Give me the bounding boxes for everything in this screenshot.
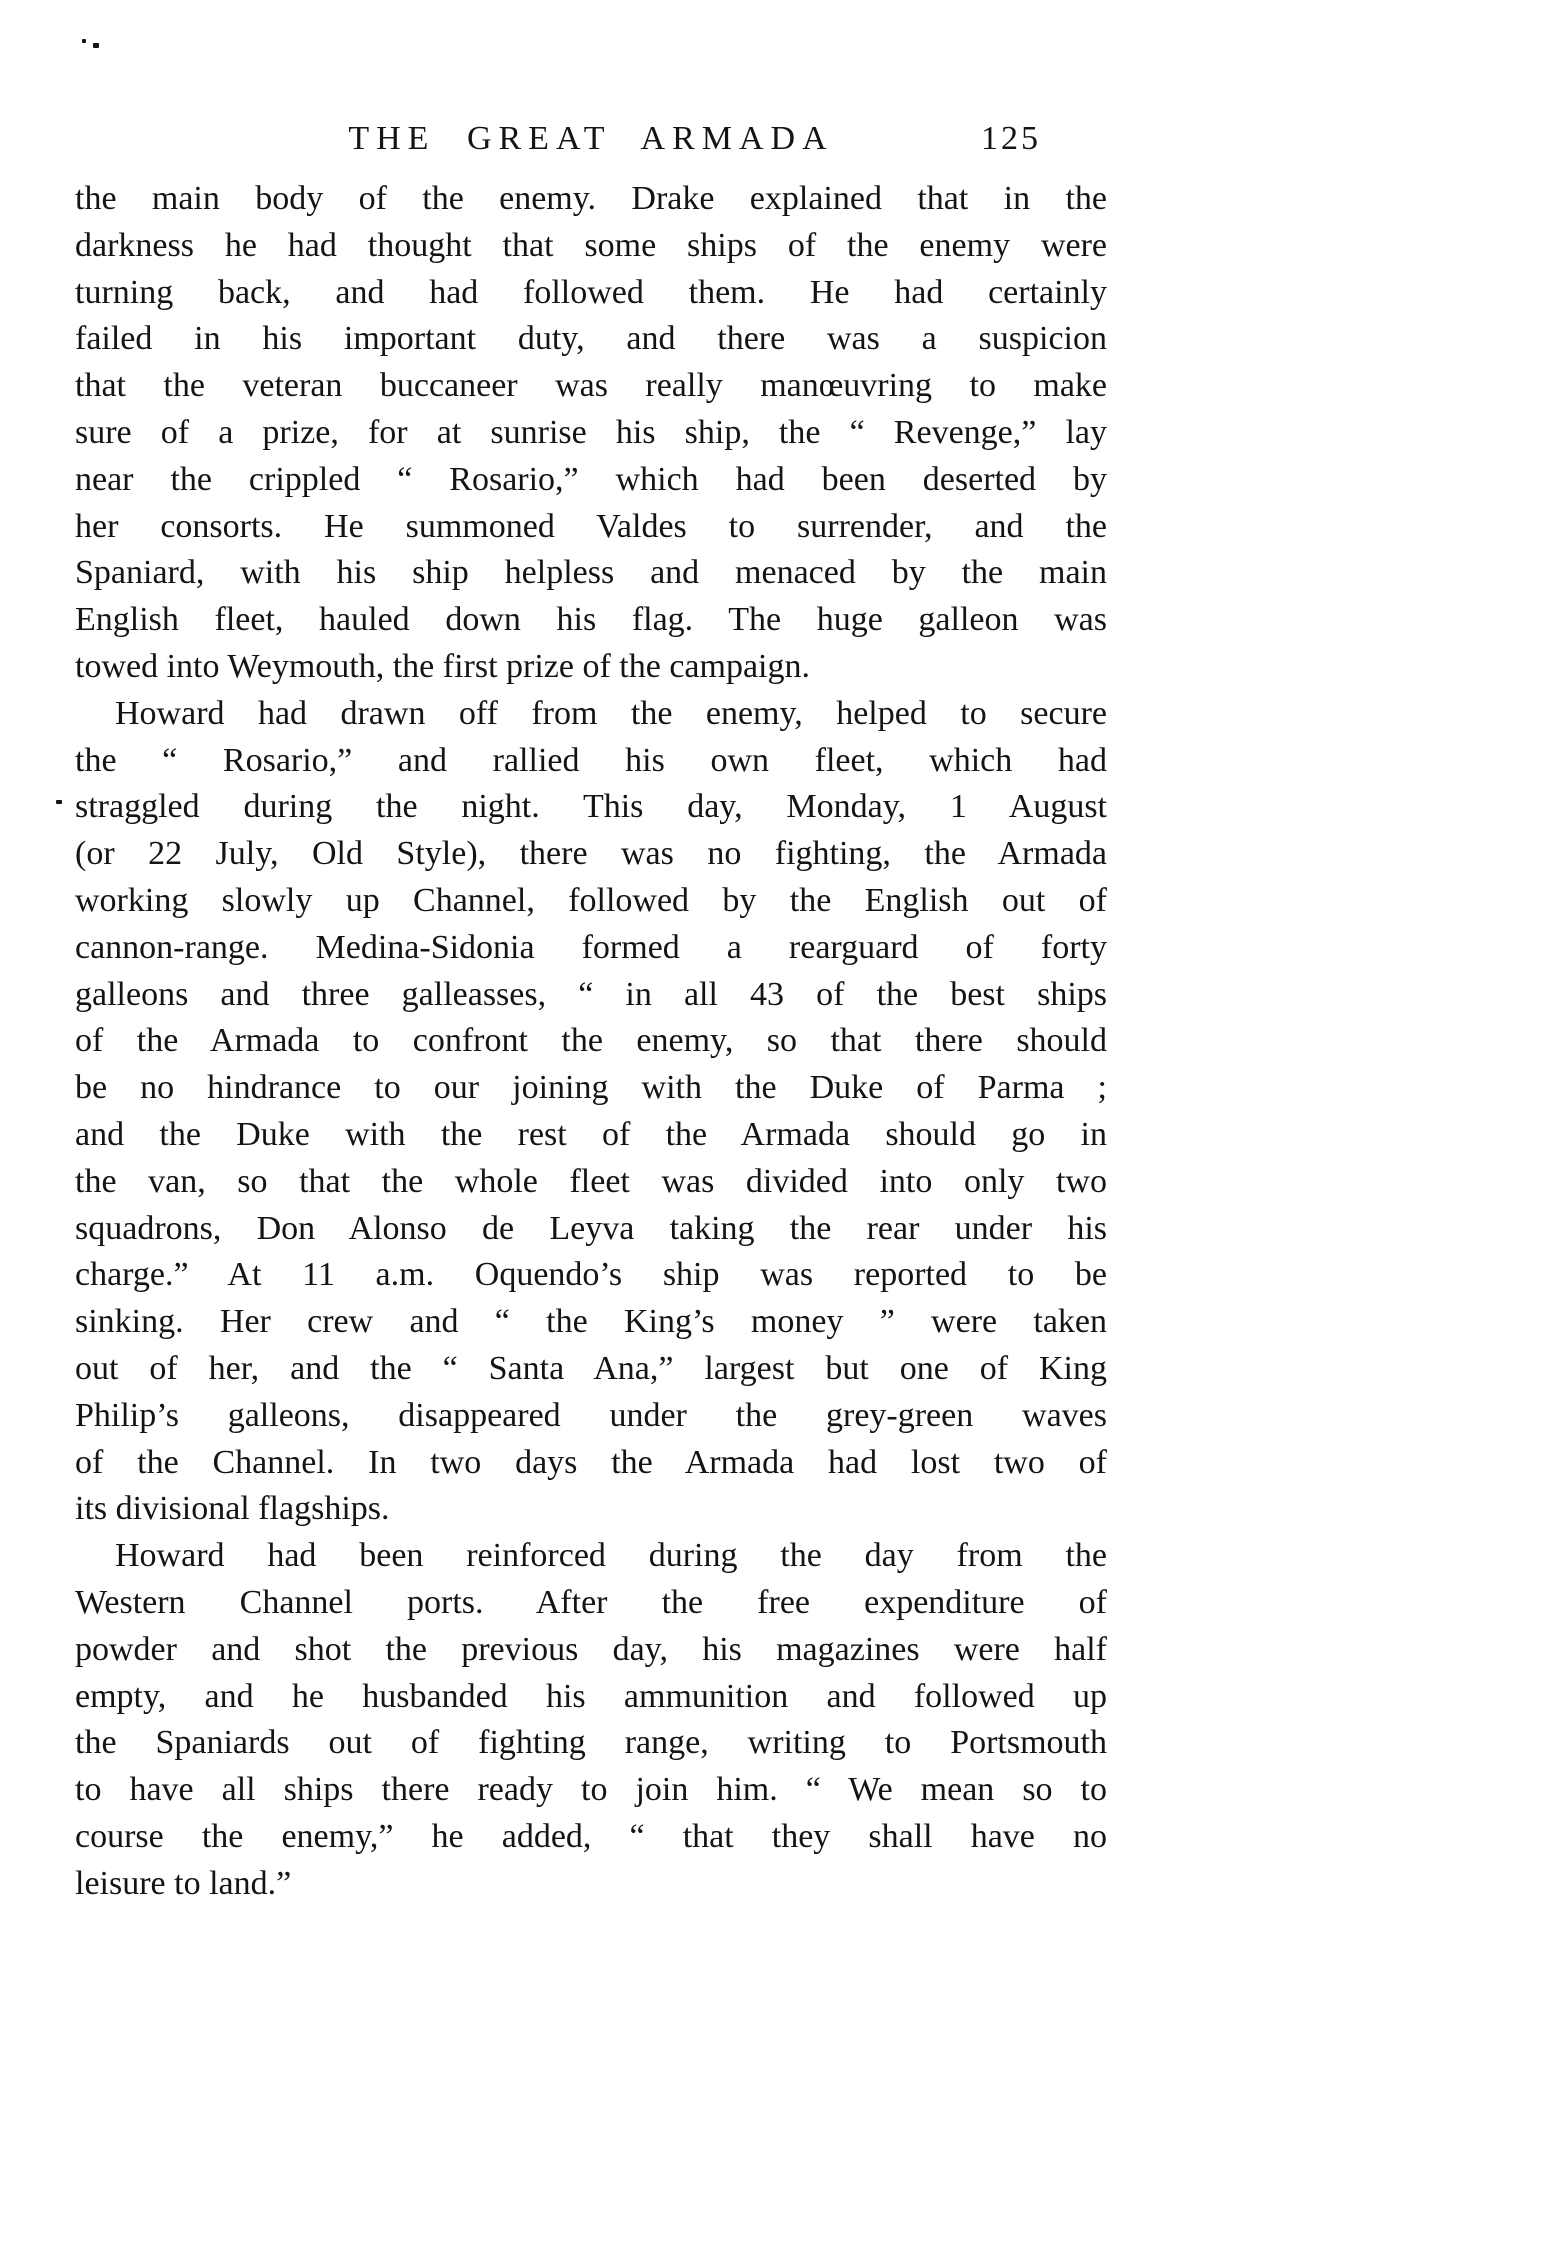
- text-line: out of her, and the “ Santa Ana,” largest but one of King: [75, 1349, 1107, 1387]
- page-number: 125: [981, 120, 1041, 157]
- text-line: charge.” At 11 a.m. Oquendo’s ship was reported to be: [75, 1256, 1107, 1294]
- text-line: Western Channel ports. After the free expenditure of: [75, 1583, 1107, 1621]
- text-line: working slowly up Channel, followed by the English out of: [75, 881, 1107, 919]
- text-line: empty, and he husbanded his ammunition and followed up: [75, 1677, 1107, 1715]
- page-header: [75, 120, 1107, 164]
- text-line: and the Duke with the rest of the Armada should go in: [75, 1115, 1107, 1153]
- text-line: of the Armada to confront the enemy, so that there should: [75, 1022, 1107, 1060]
- text-line: squadrons, Don Alonso de Leyva taking the rear under his: [75, 1209, 1107, 1247]
- text-line: of the Channel. In two days the Armada had lost two of: [75, 1443, 1107, 1481]
- running-title: THE GREAT ARMADA: [348, 120, 834, 157]
- text-line: the van, so that the whole fleet was divided into only two: [75, 1162, 1107, 1200]
- text-line: cannon-range. Medina-Sidonia formed a rearguard of forty: [75, 928, 1107, 966]
- text-line: Spaniard, with his ship helpless and menaced by the main: [75, 554, 1107, 592]
- text-line: near the crippled “ Rosario,” which had been deserted by: [75, 460, 1107, 498]
- text-line: Howard had been reinforced during the day from the: [115, 1537, 1107, 1575]
- text-line: galleons and three galleasses, “ in all 43 of the best ships: [75, 975, 1107, 1013]
- text-line: sure of a prize, for at sunrise his ship, the “ Revenge,” lay: [75, 413, 1107, 451]
- scan-speck: [93, 43, 99, 48]
- scan-speck: [82, 39, 86, 43]
- text-line: failed in his important duty, and there was a suspicion: [75, 320, 1107, 358]
- paragraph: [75, 1533, 1107, 1907]
- text-line: towed into Weymouth, the first prize of the campaign.: [75, 647, 811, 685]
- paragraph: [75, 691, 1107, 1533]
- text-line: the Spaniards out of fighting range, writing to Portsmouth: [75, 1724, 1107, 1762]
- text-line: the “ Rosario,” and rallied his own fleet, which had: [75, 741, 1107, 779]
- text-line: be no hindrance to our joining with the Duke of Parma ;: [75, 1069, 1107, 1107]
- paragraph: [75, 176, 1107, 691]
- text-line: that the veteran buccaneer was really manœuvring to make: [75, 367, 1107, 405]
- text-line: turning back, and had followed them. He had certainly: [75, 273, 1107, 311]
- text-line: sinking. Her crew and “ the King’s money ” were taken: [75, 1303, 1107, 1341]
- text-line: powder and shot the previous day, his magazines were half: [75, 1630, 1107, 1668]
- text-line: its divisional flagships.: [75, 1490, 390, 1528]
- text-line: Howard had drawn off from the enemy, helped to secure: [115, 694, 1107, 732]
- scan-speck: [56, 800, 62, 804]
- text-line: English fleet, hauled down his flag. The huge galleon was: [75, 601, 1107, 639]
- page-text: [75, 176, 1107, 1907]
- text-line: course the enemy,” he added, “ that they shall have no: [75, 1817, 1107, 1855]
- text-line: to have all ships there ready to join him. “ We mean so to: [75, 1771, 1107, 1809]
- text-line: her consorts. He summoned Valdes to surrender, and the: [75, 507, 1107, 545]
- text-line: Philip’s galleons, disappeared under the grey-green waves: [75, 1396, 1107, 1434]
- text-line: leisure to land.”: [75, 1864, 292, 1902]
- text-line: (or 22 July, Old Style), there was no fighting, the Armada: [75, 835, 1107, 873]
- text-line: darkness he had thought that some ships of the enemy were: [75, 226, 1107, 264]
- text-line: the main body of the enemy. Drake explained that in the: [75, 180, 1107, 217]
- text-line: straggled during the night. This day, Monday, 1 August: [75, 788, 1107, 826]
